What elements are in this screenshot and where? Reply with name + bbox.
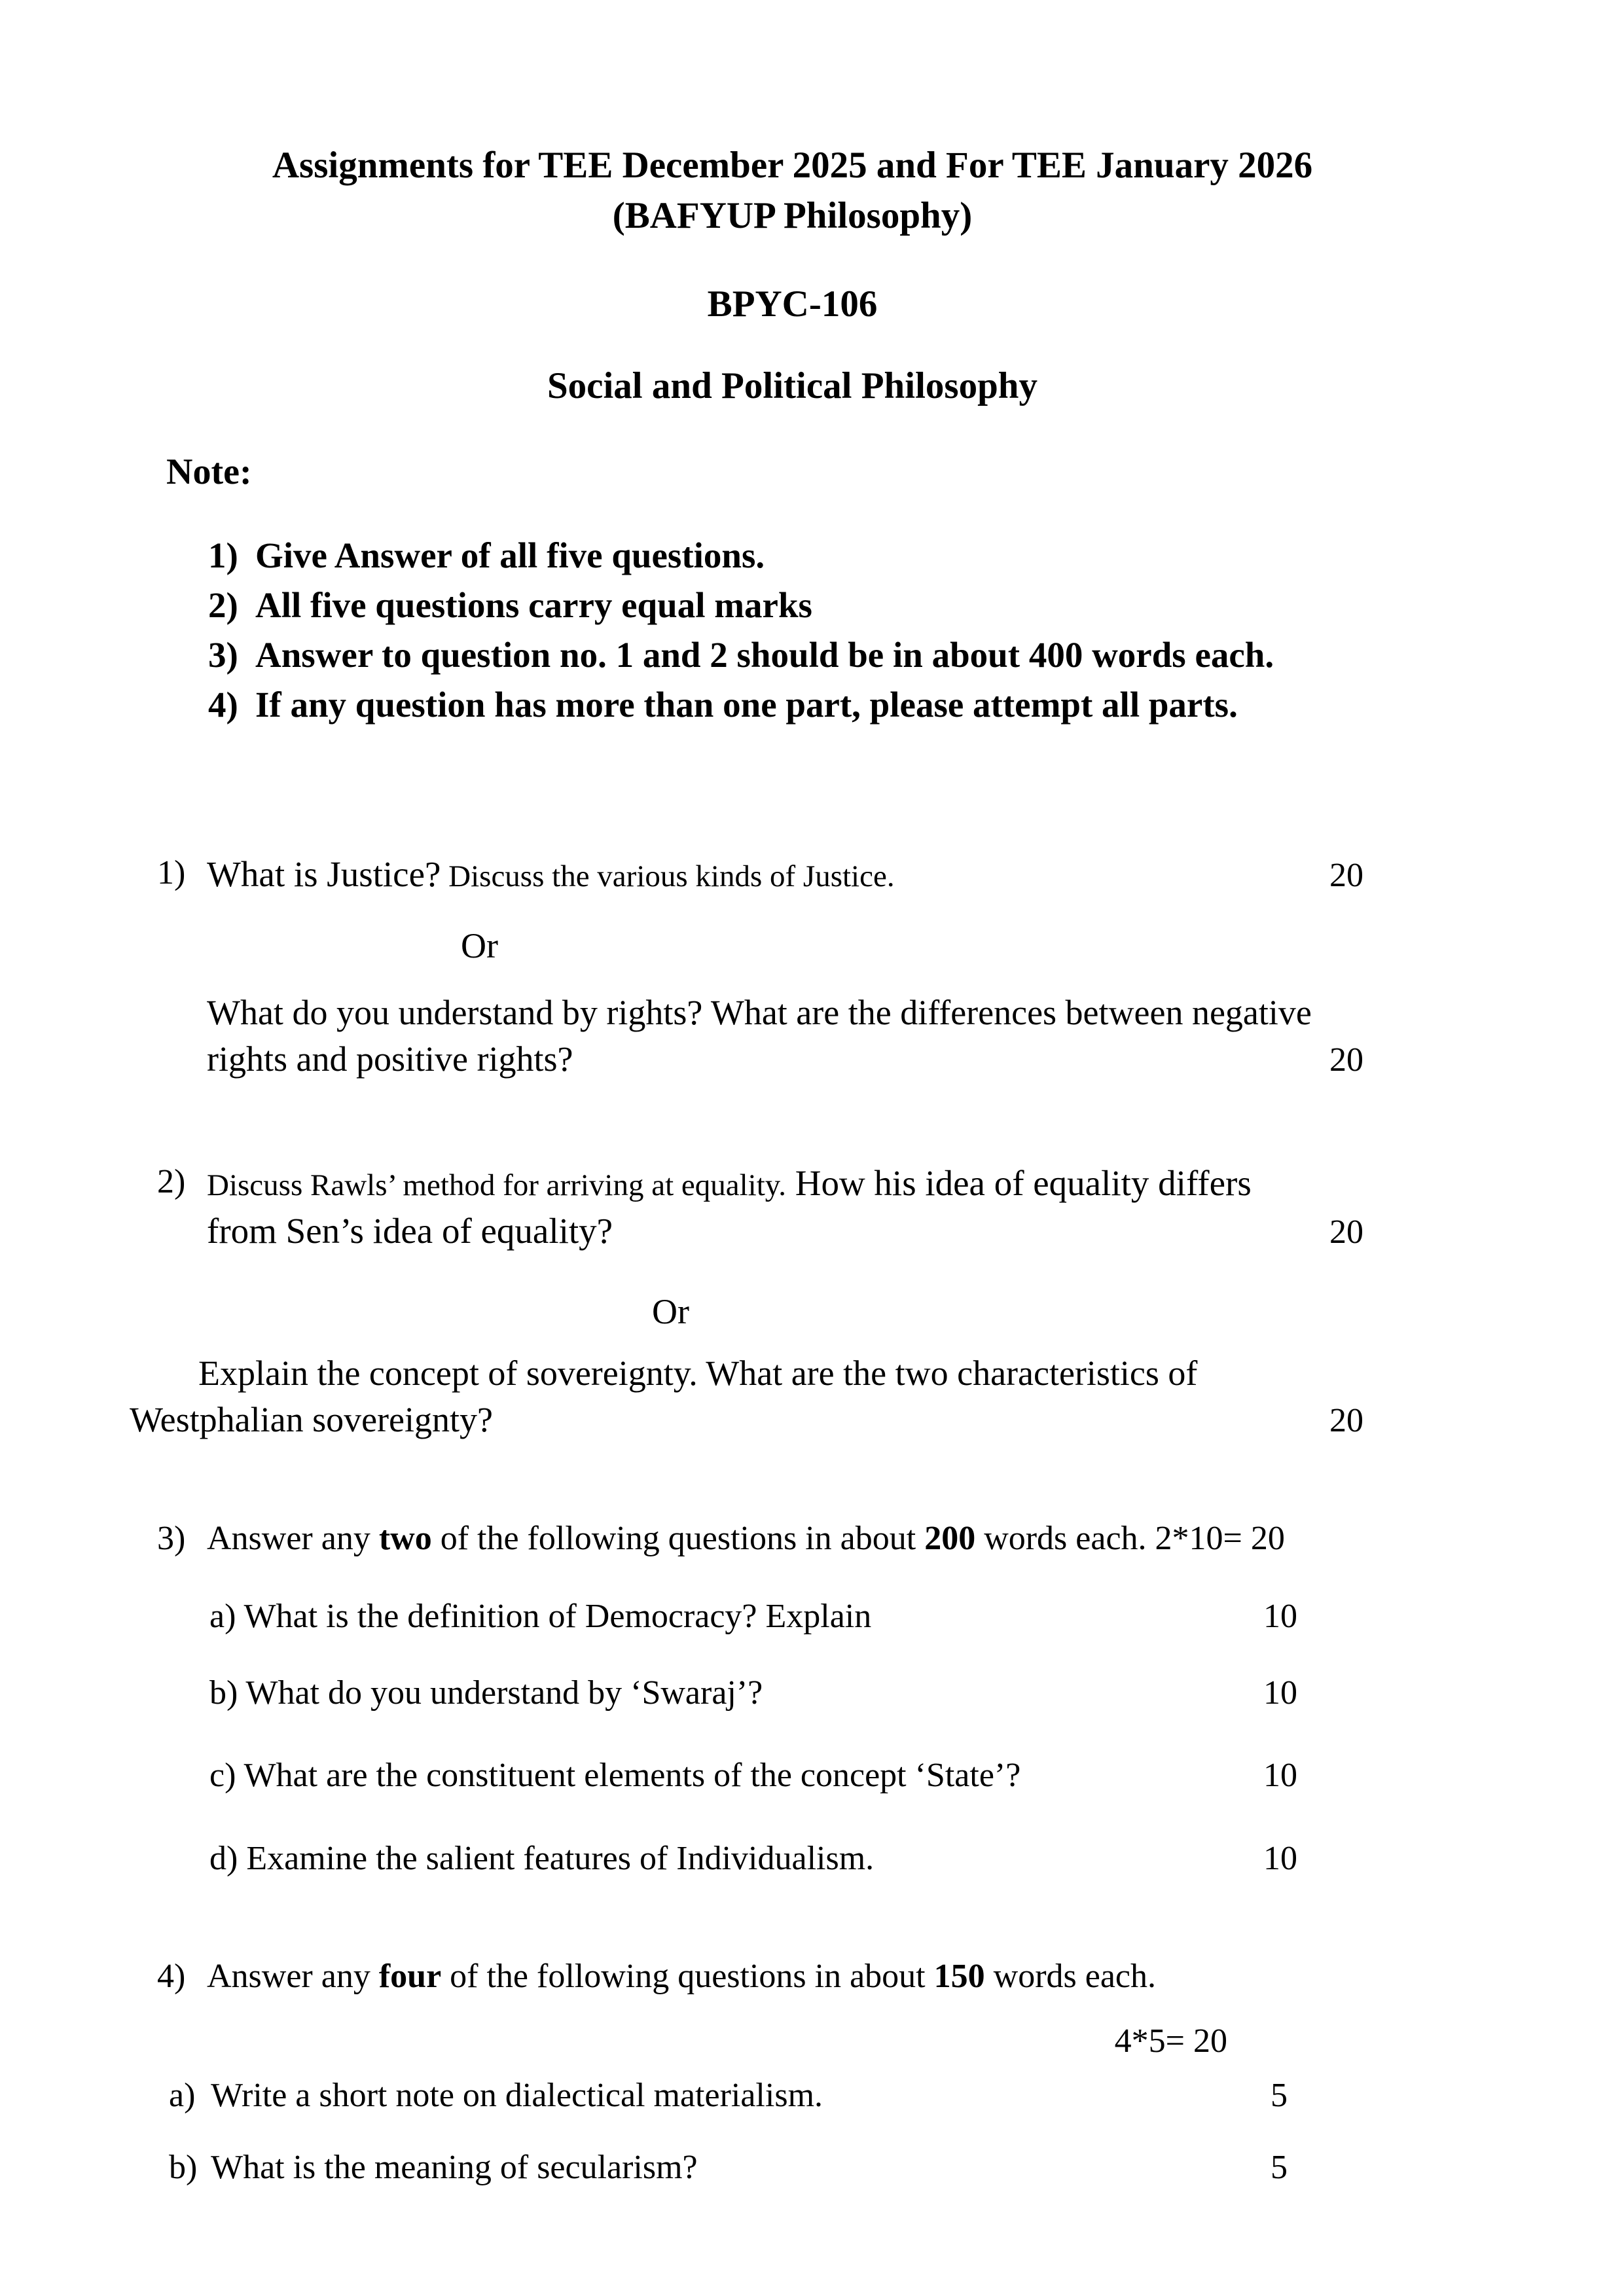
- question-3-sub-d-marks: 10: [1263, 1839, 1297, 1877]
- question-3-sub-a: [209, 1594, 1428, 1640]
- question-4-total-marks: 4*5= 20: [1114, 2022, 1227, 2060]
- question-2-text-large: How his idea of equality differs from Sen’s idea of equality?: [207, 1163, 1252, 1251]
- question-3-seg5: words each. 2*10= 20: [975, 1520, 1285, 1558]
- question-1-alt-text: What do you understand by rights? What are the differences between negative rights and positive rights?: [207, 992, 1312, 1079]
- question-3-text: [207, 1516, 1428, 1562]
- question-3-sub-c: [209, 1753, 1428, 1799]
- question-1-text-large: What is Justice?: [207, 853, 441, 894]
- note-item-text: Answer to question no. 1 and 2 should be in about 400 words each.: [255, 635, 1274, 675]
- question-2-alternative: [130, 1350, 1428, 1444]
- question-1-text-small: Discuss the various kinds of Justice.: [441, 859, 895, 893]
- question-3-sub-a-text: a) What is the definition of Democracy? Explain: [209, 1597, 872, 1635]
- document-title: [157, 141, 1428, 242]
- question-3-sub-a-marks: 10: [1263, 1597, 1297, 1635]
- course-code: BPYC-106: [707, 283, 878, 325]
- question-4-seg5: words each.: [984, 1958, 1156, 1996]
- question-4-seg1: Answer any: [207, 1958, 379, 1996]
- question-2-marks: 20: [1329, 1213, 1363, 1251]
- note-item-number: 2): [208, 585, 238, 626]
- question-4-sub-a: [169, 2073, 1428, 2119]
- question-4-number: 4): [157, 1958, 186, 1996]
- question-1-alt-marks: 20: [1329, 1041, 1363, 1079]
- question-2: [157, 1160, 1428, 1255]
- question-3-sub-d: [209, 1837, 1428, 1882]
- note-item: [208, 581, 1428, 630]
- question-4-sub-a-text: Write a short note on dialectical materialism.: [211, 2076, 823, 2114]
- question-4-sub-b-marks: 5: [1271, 2149, 1288, 2187]
- question-4-sub-b-text: What is the meaning of secularism?: [211, 2149, 698, 2187]
- question-2-number: 2): [157, 1163, 186, 1201]
- note-item-text: All five questions carry equal marks: [255, 585, 812, 626]
- question-1-number: 1): [157, 853, 186, 891]
- question-3-number: 3): [157, 1520, 186, 1558]
- question-2-or: Or: [652, 1292, 689, 1332]
- course-title: Social and Political Philosophy: [547, 365, 1038, 407]
- question-4-sub-list: [169, 2073, 1428, 2191]
- question-3-sub-d-text: d) Examine the salient features of Individualism.: [209, 1839, 875, 1877]
- question-3-sub-b-text: b) What do you understand by ‘Swaraj’?: [209, 1674, 763, 1712]
- question-1-alternative: [157, 990, 1428, 1083]
- question-3-sub-c-text: c) What are the constituent elements of the concept ‘State’?: [209, 1757, 1021, 1795]
- note-item-text: If any question has more than one part, please attempt all parts.: [255, 684, 1238, 725]
- note-item: [208, 680, 1428, 730]
- question-1: [157, 851, 1428, 899]
- question-4: [157, 1954, 1428, 2000]
- question-3-seg4: 200: [924, 1520, 976, 1558]
- question-3-sub-b: [209, 1671, 1428, 1716]
- question-2-text: [207, 1160, 1329, 1255]
- question-1-marks: 20: [1329, 856, 1363, 894]
- question-3: [157, 1516, 1428, 1562]
- question-4-sub-b: [169, 2145, 1428, 2191]
- question-4-seg2: four: [378, 1958, 442, 1996]
- note-item: [208, 531, 1428, 581]
- question-4-sub-a-number: a): [169, 2076, 196, 2114]
- title-line-1: Assignments for TEE December 2025 and For TEE January 2026: [272, 145, 1313, 186]
- note-label: Note:: [166, 452, 252, 493]
- question-2-text-small: Discuss Rawls’ method for arriving at equality.: [207, 1168, 786, 1203]
- question-3-sub-c-marks: 10: [1263, 1757, 1297, 1795]
- question-3-sub-list: [209, 1594, 1428, 1882]
- question-4-seg3: of the following questions in about: [441, 1958, 934, 1996]
- note-item-number: 4): [208, 684, 238, 725]
- question-2-alt-marks: 20: [1329, 1401, 1363, 1439]
- question-3-seg1: Answer any: [207, 1520, 379, 1558]
- note-item: [208, 630, 1428, 680]
- question-4-sub-b-number: b): [169, 2149, 198, 2187]
- question-3-seg2: two: [378, 1520, 432, 1558]
- note-item-text: Give Answer of all five questions.: [255, 535, 765, 576]
- question-4-text: [207, 1954, 1428, 2000]
- question-1-or: Or: [461, 926, 498, 966]
- note-item-number: 3): [208, 635, 238, 675]
- question-2-alt-text: Explain the concept of sovereignty. What are the two characteristics of Westphalian sovereignty?: [130, 1353, 1198, 1440]
- note-list: [208, 531, 1428, 730]
- question-4-seg4: 150: [933, 1958, 985, 1996]
- question-4-sub-a-marks: 5: [1271, 2076, 1288, 2114]
- question-3-sub-b-marks: 10: [1263, 1674, 1297, 1712]
- question-3-seg3: of the following questions in about: [431, 1520, 925, 1558]
- note-item-number: 1): [208, 535, 238, 576]
- question-1-text: [207, 851, 1329, 899]
- title-line-2: (BAFYUP Philosophy): [612, 194, 973, 236]
